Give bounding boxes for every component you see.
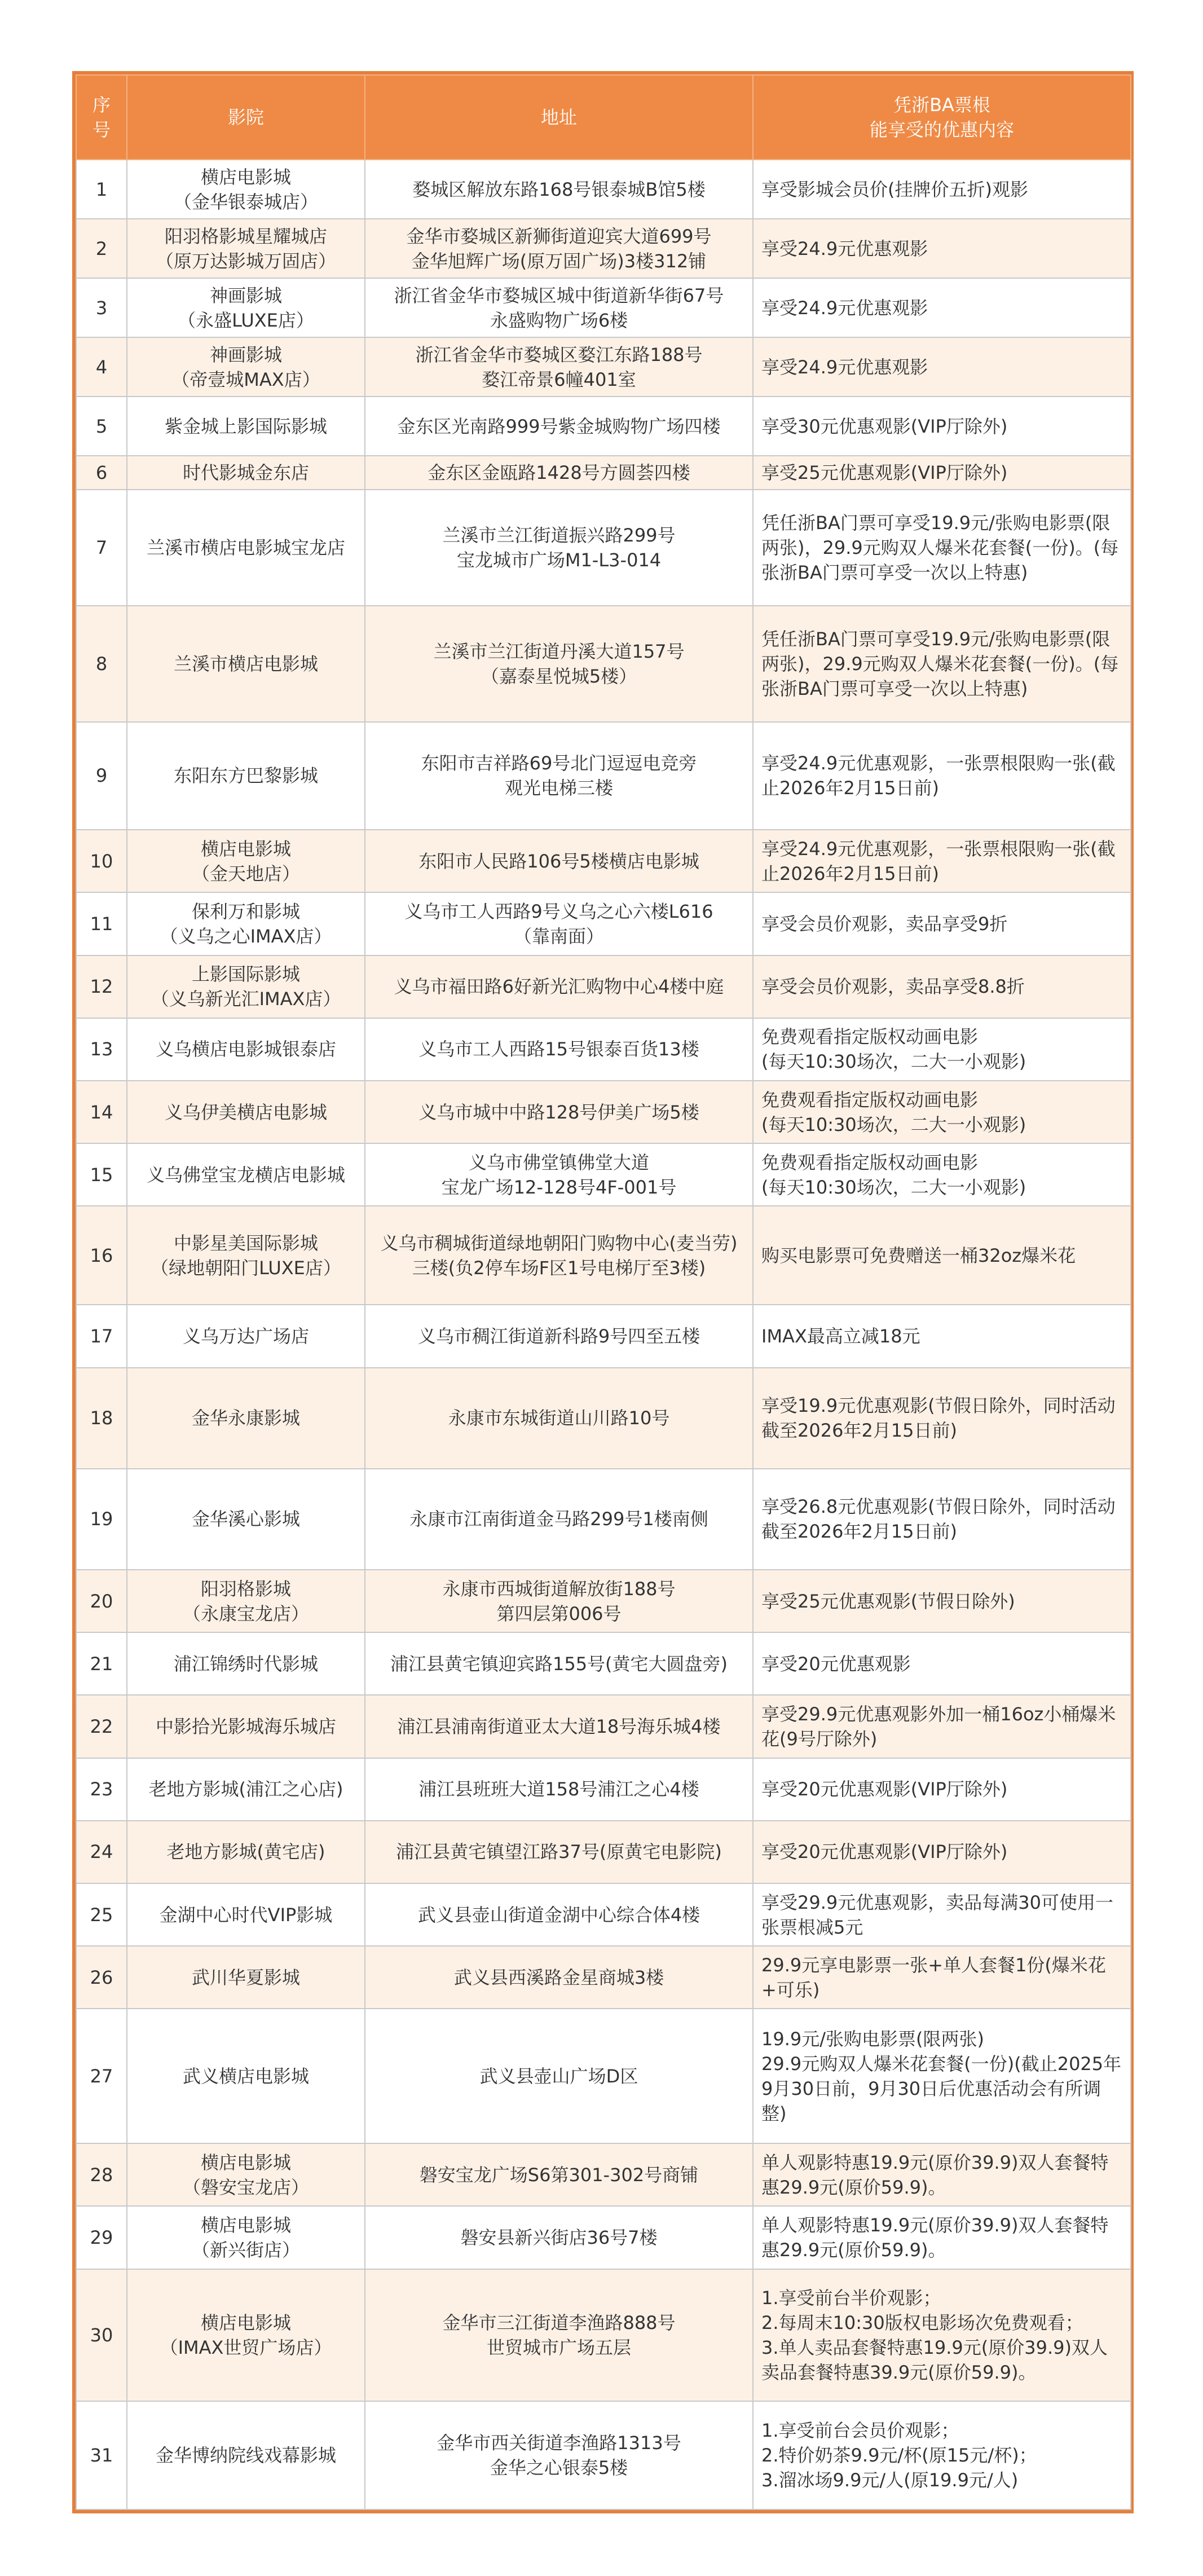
row-number: 27 [76,2009,127,2143]
offer-text: 免费观看指定版权动画电影 (每天10:30场次，二大一小观影) [753,1081,1131,1143]
cinema-address: 金华市三江街道李渔路888号 世贸城市广场五层 [365,2269,753,2402]
offer-text: 单人观影特惠19.9元(原价39.9)双人套餐特惠29.9元(原价59.9)。 [753,2143,1131,2206]
offer-text: 享受影城会员价(挂牌价五折)观影 [753,160,1131,219]
cinema-address: 义乌市工人西路15号银泰百货13楼 [365,1018,753,1081]
cinema-address: 义乌市城中中路128号伊美广场5楼 [365,1081,753,1143]
offer-text: 1.享受前台会员价观影； 2.特价奶茶9.9元/杯(原15元/杯)； 3.溜冰场9.9元/人(原19.9元/人) [753,2401,1131,2509]
row-number: 29 [76,2206,127,2269]
offer-text: 享受会员价观影，卖品享受9折 [753,892,1131,955]
cinema-name: 金华博纳院线戏幕影城 [127,2401,365,2509]
offer-text: 享受26.8元优惠观影(节假日除外，同时活动截至2026年2月15日前) [753,1469,1131,1570]
offer-text: 19.9元/张购电影票(限两张) 29.9元购双人爆米花套餐(一份)(截止2025年9月30日前，9月30日后优惠活动会有所调整) [753,2009,1131,2143]
cinema-name: 中影星美国际影城 （绿地朝阳门LUXE店） [127,1206,365,1305]
row-number: 12 [76,955,127,1018]
offer-text: 享受20元优惠观影(VIP厅除外) [753,1821,1131,1883]
cinema-address: 义乌市佛堂镇佛堂大道 宝龙广场12-128号4F-001号 [365,1143,753,1206]
offer-text: 购买电影票可免费赠送一桶32oz爆米花 [753,1206,1131,1305]
table-row [76,722,1131,830]
offer-text: 享受24.9元优惠观影 [753,337,1131,397]
table-body [76,160,1131,2509]
table-row [76,606,1131,722]
row-number: 13 [76,1018,127,1081]
row-number: 20 [76,1570,127,1632]
discount-table-frame [72,71,1134,2513]
cinema-name: 神画影城 （永盛LUXE店） [127,278,365,337]
row-number: 2 [76,219,127,278]
cinema-name: 紫金城上影国际影城 [127,397,365,456]
cinema-address: 磐安宝龙广场S6第301-302号商铺 [365,2143,753,2206]
cinema-address: 浦江县班班大道158号浦江之心4楼 [365,1758,753,1821]
offer-text: 单人观影特惠19.9元(原价39.9)双人套餐特惠29.9元(原价59.9)。 [753,2206,1131,2269]
cinema-name: 义乌横店电影城银泰店 [127,1018,365,1081]
table-row [76,1305,1131,1367]
row-number: 18 [76,1368,127,1469]
table-row [76,1206,1131,1305]
cinema-name: 横店电影城 （新兴街店） [127,2206,365,2269]
table-row [76,397,1131,456]
cinema-name: 中影拾光影城海乐城店 [127,1695,365,1758]
cinema-address: 东阳市人民路106号5楼横店电影城 [365,830,753,892]
cinema-address: 浦江县黄宅镇迎宾路155号(黄宅大圆盘旁) [365,1632,753,1695]
table-row [76,1570,1131,1632]
row-number: 23 [76,1758,127,1821]
cinema-name: 兰溪市横店电影城 [127,606,365,722]
table-header-row [76,75,1131,160]
row-number: 17 [76,1305,127,1367]
cinema-address: 金东区金瓯路1428号方圆荟四楼 [365,456,753,490]
cinema-name: 神画影城 （帝壹城MAX店） [127,337,365,397]
header-address: 地址 [365,75,753,160]
cinema-address: 金东区光南路999号紫金城购物广场四楼 [365,397,753,456]
cinema-address: 兰溪市兰江街道振兴路299号 宝龙城市广场M1-L3-014 [365,490,753,606]
table-row [76,456,1131,490]
table-row [76,2206,1131,2269]
table-row [76,1368,1131,1469]
offer-text: 凭任浙BA门票可享受19.9元/张购电影票(限两张)，29.9元购双人爆米花套餐(一份)。(每张浙BA门票可享受一次以上特惠) [753,490,1131,606]
table-row [76,1143,1131,1206]
cinema-name: 保利万和影城 （义乌之心IMAX店） [127,892,365,955]
cinema-name: 老地方影城(浦江之心店) [127,1758,365,1821]
cinema-name: 义乌伊美横店电影城 [127,1081,365,1143]
row-number: 15 [76,1143,127,1206]
cinema-address: 兰溪市兰江街道丹溪大道157号 （嘉泰星悦城5楼） [365,606,753,722]
row-number: 10 [76,830,127,892]
cinema-name: 阳羽格影城星耀城店 （原万达影城万固店） [127,219,365,278]
row-number: 25 [76,1883,127,1946]
cinema-name: 横店电影城 （磐安宝龙店） [127,2143,365,2206]
offer-text: 凭任浙BA门票可享受19.9元/张购电影票(限两张)，29.9元购双人爆米花套餐(一份)。(每张浙BA门票可享受一次以上特惠) [753,606,1131,722]
cinema-address: 磐安县新兴街店36号7楼 [365,2206,753,2269]
cinema-address: 义乌市稠江街道新科路9号四至五楼 [365,1305,753,1367]
discount-table [76,74,1131,2510]
offer-text: 享受24.9元优惠观影 [753,278,1131,337]
offer-text: 享受25元优惠观影(节假日除外) [753,1570,1131,1632]
row-number: 11 [76,892,127,955]
row-number: 6 [76,456,127,490]
table-row [76,337,1131,397]
cinema-name: 金湖中心时代VIP影城 [127,1883,365,1946]
row-number: 9 [76,722,127,830]
cinema-name: 武川华夏影城 [127,1946,365,2009]
table-row [76,1883,1131,1946]
offer-text: 享受30元优惠观影(VIP厅除外) [753,397,1131,456]
row-number: 28 [76,2143,127,2206]
table-row [76,1695,1131,1758]
row-number: 14 [76,1081,127,1143]
row-number: 16 [76,1206,127,1305]
row-number: 22 [76,1695,127,1758]
offer-text: 享受20元优惠观影(VIP厅除外) [753,1758,1131,1821]
table-row [76,2401,1131,2509]
cinema-address: 金华市西关街道李渔路1313号 金华之心银泰5楼 [365,2401,753,2509]
table-row [76,2143,1131,2206]
row-number: 1 [76,160,127,219]
offer-text: 享受29.9元优惠观影外加一桶16oz小桶爆米花(9号厅除外) [753,1695,1131,1758]
offer-text: 1.享受前台半价观影； 2.每周末10:30版权电影场次免费观看； 3.单人卖品套餐特惠19.9元(原价39.9)双人卖品套餐特惠39.9元(原价59.9)。 [753,2269,1131,2402]
offer-text: 享受24.9元优惠观影，一张票根限购一张(截止2026年2月15日前) [753,830,1131,892]
cinema-address: 永康市江南街道金马路299号1楼南侧 [365,1469,753,1570]
cinema-name: 横店电影城 （金华银泰城店） [127,160,365,219]
offer-text: 免费观看指定版权动画电影 (每天10:30场次，二大一小观影) [753,1018,1131,1081]
table-row [76,1821,1131,1883]
table-row [76,1758,1131,1821]
row-number: 21 [76,1632,127,1695]
header-offer: 凭浙BA票根 能享受的优惠内容 [753,75,1131,160]
cinema-name: 金华永康影城 [127,1368,365,1469]
row-number: 8 [76,606,127,722]
cinema-name: 时代影城金东店 [127,456,365,490]
offer-text: 享受20元优惠观影 [753,1632,1131,1695]
table-row [76,2009,1131,2143]
cinema-address: 浦江县浦南街道亚太大道18号海乐城4楼 [365,1695,753,1758]
row-number: 4 [76,337,127,397]
cinema-name: 武义横店电影城 [127,2009,365,2143]
cinema-name: 横店电影城 （金天地店） [127,830,365,892]
row-number: 7 [76,490,127,606]
cinema-address: 浙江省金华市婺城区婺江东路188号 婺江帝景6幢401室 [365,337,753,397]
row-number: 31 [76,2401,127,2509]
row-number: 26 [76,1946,127,2009]
cinema-address: 武义县壶山街道金湖中心综合体4楼 [365,1883,753,1946]
row-number: 30 [76,2269,127,2402]
cinema-address: 武义县西溪路金星商城3楼 [365,1946,753,2009]
offer-text: IMAX最高立减18元 [753,1305,1131,1367]
cinema-address: 武义县壶山广场D区 [365,2009,753,2143]
cinema-name: 义乌佛堂宝龙横店电影城 [127,1143,365,1206]
cinema-name: 东阳东方巴黎影城 [127,722,365,830]
row-number: 19 [76,1469,127,1570]
cinema-address: 义乌市工人西路9号义乌之心六楼L616 （靠南面） [365,892,753,955]
cinema-address: 义乌市福田路6好新光汇购物中心4楼中庭 [365,955,753,1018]
table-row [76,1081,1131,1143]
cinema-name: 横店电影城 （IMAX世贸广场店） [127,2269,365,2402]
table-row [76,1946,1131,2009]
table-row [76,830,1131,892]
cinema-name: 金华溪心影城 [127,1469,365,1570]
cinema-name: 老地方影城(黄宅店) [127,1821,365,1883]
table-row [76,278,1131,337]
header-no: 序 号 [76,75,127,160]
table-row [76,219,1131,278]
table-row [76,1632,1131,1695]
row-number: 3 [76,278,127,337]
table-row [76,955,1131,1018]
offer-text: 享受19.9元优惠观影(节假日除外，同时活动截至2026年2月15日前) [753,1368,1131,1469]
cinema-address: 东阳市吉祥路69号北门逗逗电竞旁 观光电梯三楼 [365,722,753,830]
row-number: 24 [76,1821,127,1883]
cinema-name: 浦江锦绣时代影城 [127,1632,365,1695]
cinema-address: 浦江县黄宅镇望江路37号(原黄宅电影院) [365,1821,753,1883]
cinema-name: 义乌万达广场店 [127,1305,365,1367]
cinema-address: 永康市东城街道山川路10号 [365,1368,753,1469]
header-cinema: 影院 [127,75,365,160]
cinema-address: 浙江省金华市婺城区城中街道新华街67号 永盛购物广场6楼 [365,278,753,337]
cinema-address: 义乌市稠城街道绿地朝阳门购物中心(麦当劳)三楼(负2停车场F区1号电梯厅至3楼) [365,1206,753,1305]
offer-text: 享受25元优惠观影(VIP厅除外) [753,456,1131,490]
table-row [76,1469,1131,1570]
table-row [76,160,1131,219]
cinema-name: 上影国际影城 （义乌新光汇IMAX店） [127,955,365,1018]
cinema-address: 金华市婺城区新狮街道迎宾大道699号 金华旭辉广场(原万固广场)3楼312铺 [365,219,753,278]
offer-text: 享受会员价观影，卖品享受8.8折 [753,955,1131,1018]
offer-text: 享受24.9元优惠观影 [753,219,1131,278]
cinema-name: 阳羽格影城 （永康宝龙店） [127,1570,365,1632]
offer-text: 29.9元享电影票一张+单人套餐1份(爆米花+可乐) [753,1946,1131,2009]
table-row [76,1018,1131,1081]
cinema-address: 永康市西城街道解放街188号 第四层第006号 [365,1570,753,1632]
cinema-name: 兰溪市横店电影城宝龙店 [127,490,365,606]
table-row [76,490,1131,606]
row-number: 5 [76,397,127,456]
cinema-address: 婺城区解放东路168号银泰城B馆5楼 [365,160,753,219]
offer-text: 享受29.9元优惠观影，卖品每满30可使用一张票根减5元 [753,1883,1131,1946]
offer-text: 享受24.9元优惠观影，一张票根限购一张(截止2026年2月15日前) [753,722,1131,830]
offer-text: 免费观看指定版权动画电影 (每天10:30场次，二大一小观影) [753,1143,1131,1206]
table-row [76,2269,1131,2402]
table-row [76,892,1131,955]
